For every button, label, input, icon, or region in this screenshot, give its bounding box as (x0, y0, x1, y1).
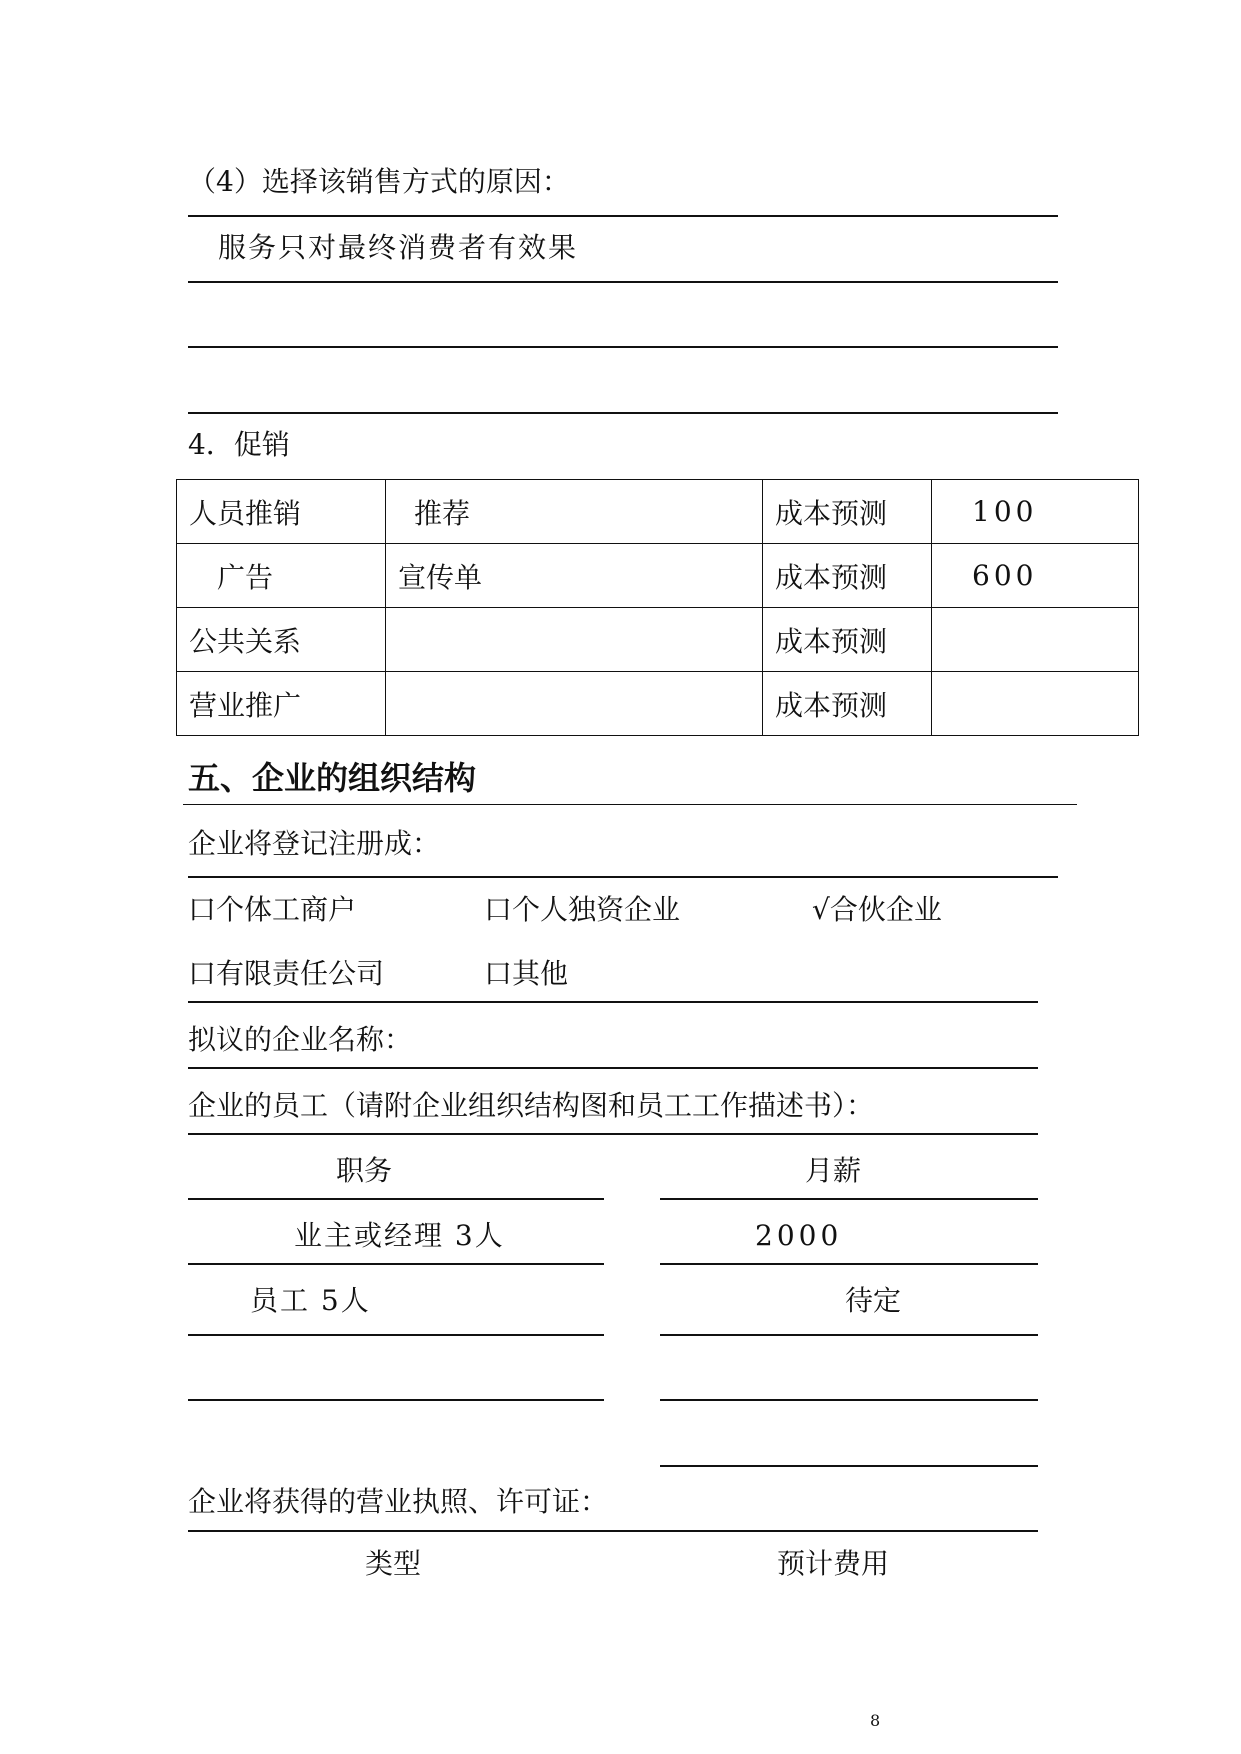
sales-reason-answer: 服务只对最终消费者有效果 (218, 231, 579, 264)
promo-type: 广告 (177, 544, 386, 608)
rule-line (188, 346, 1058, 348)
checkbox-unchecked: 口 (188, 957, 217, 990)
checkbox-unchecked: 口 (484, 957, 513, 990)
rule-line (660, 1198, 1038, 1200)
rule-line (188, 1067, 1038, 1069)
promo-cost: 600 (932, 544, 1139, 608)
promo-type: 公共关系 (177, 608, 386, 672)
rule-line (660, 1263, 1038, 1265)
option-label: 个人独资企业 (512, 893, 681, 926)
checkbox-unchecked: 口 (188, 893, 217, 926)
option-sole-proprietor (188, 894, 356, 926)
section-title: 五、企业的组织结构 (188, 759, 477, 797)
staff-position: 员工 5人 (250, 1284, 371, 1317)
license-label: 企业将获得的营业执照、许可证： (188, 1485, 609, 1518)
rule-line (188, 1334, 604, 1336)
rule-line (660, 1334, 1038, 1336)
proposed-name-label: 拟议的企业名称： (188, 1023, 413, 1056)
promo-cost-label: 成本预测 (763, 672, 932, 736)
table-row (177, 608, 1139, 672)
checkmark-icon: √ (812, 893, 830, 926)
rule-line (188, 215, 1058, 217)
rule-line (188, 1133, 1038, 1135)
promo-cost-label: 成本预测 (763, 480, 932, 544)
option-label: 其他 (512, 957, 569, 990)
rule-line (188, 1399, 604, 1401)
option-label: 合伙企业 (829, 893, 942, 926)
promo-method: 推荐 (386, 480, 763, 544)
sales-reason-heading: （4）选择该销售方式的原因： (188, 165, 570, 198)
promo-type: 营业推广 (177, 672, 386, 736)
staff-salary: 2000 (755, 1219, 843, 1252)
promotion-heading: 4．促销 (188, 428, 290, 461)
rule-line (188, 1001, 1038, 1003)
promo-type: 人员推销 (177, 480, 386, 544)
rule-line (188, 1263, 604, 1265)
promotion-table (176, 479, 1139, 736)
register-label: 企业将登记注册成： (188, 827, 441, 860)
rule-line (188, 876, 1058, 878)
page-number: 8 (870, 1711, 881, 1730)
promo-cost (932, 608, 1139, 672)
promo-method: 宣传单 (386, 544, 763, 608)
promo-method (386, 608, 763, 672)
option-individual-enterprise (484, 894, 680, 926)
option-llc (188, 958, 384, 990)
rule-line (660, 1465, 1038, 1467)
rule-line (188, 1530, 1038, 1532)
option-other (484, 958, 568, 990)
staff-header-position: 职务 (336, 1154, 393, 1187)
table-row (177, 544, 1139, 608)
option-label: 个体工商户 (216, 893, 357, 926)
option-partnership (812, 894, 942, 926)
promo-cost: 100 (932, 480, 1139, 544)
section-title-rule (183, 804, 1077, 805)
staff-header-salary: 月薪 (805, 1154, 862, 1187)
promo-cost-label: 成本预测 (763, 544, 932, 608)
staff-position: 业主或经理 3人 (294, 1219, 505, 1252)
checkbox-unchecked: 口 (484, 893, 513, 926)
rule-line (188, 281, 1058, 283)
table-row (177, 672, 1139, 736)
staff-label: 企业的员工（请附企业组织结构图和员工工作描述书）： (188, 1089, 875, 1122)
promo-cost-label: 成本预测 (763, 608, 932, 672)
staff-salary: 待定 (845, 1284, 902, 1317)
option-label: 有限责任公司 (216, 957, 385, 990)
table-row (177, 480, 1139, 544)
rule-line (188, 1198, 604, 1200)
promo-cost (932, 672, 1139, 736)
license-header-fee: 预计费用 (777, 1547, 890, 1580)
rule-line (188, 412, 1058, 414)
promo-method (386, 672, 763, 736)
license-header-type: 类型 (365, 1547, 422, 1580)
rule-line (660, 1399, 1038, 1401)
